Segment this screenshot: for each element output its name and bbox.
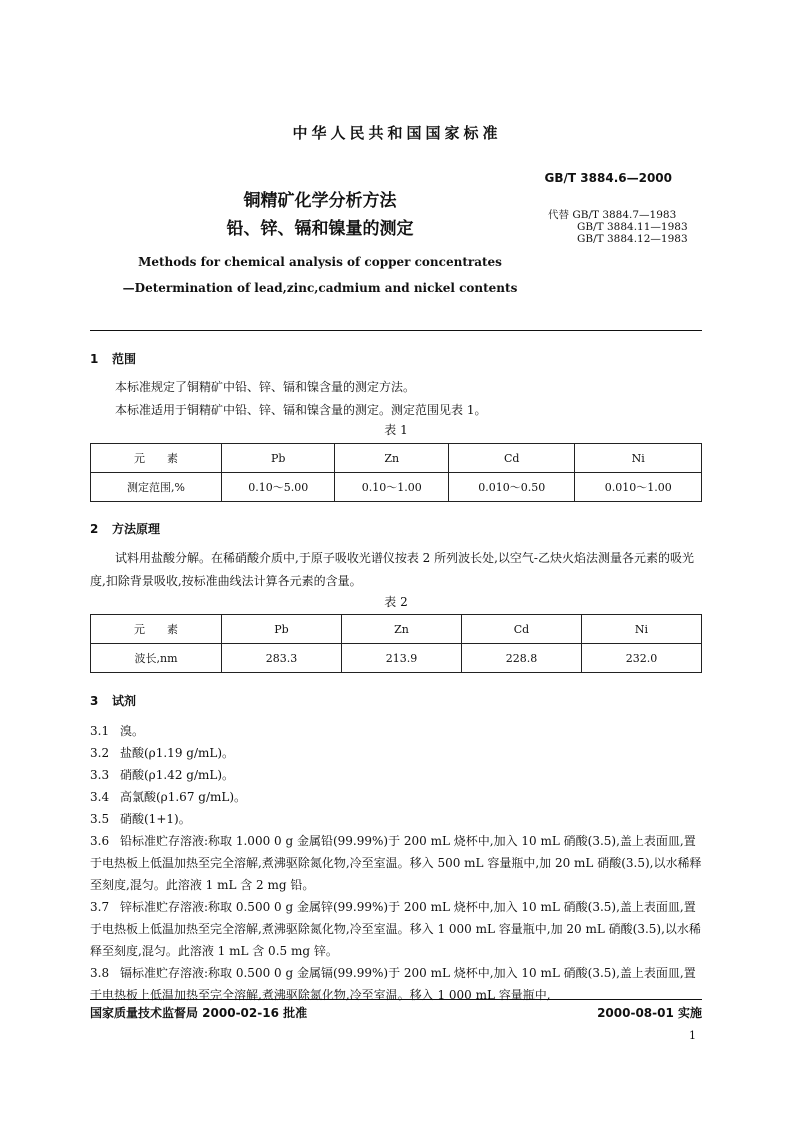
item-number: 3.6: [90, 834, 110, 848]
table-cell: Ni: [582, 615, 702, 644]
item-text: 锌标准贮存溶液:称取 0.500 0 g 金属锌(99.99%)于 200 mL 烧杯中,加入 10 mL 硝酸(3.5),盖上表面皿,置于电热板上低温加热至完全溶解,煮沸驱除氮化物,冷至室温。移入 1 000 mL 容量瓶中,加 20 mL 硝酸(3.5),以水稀释至刻度,混匀。此溶液 1 mL 含 0.5 mg 锌。: [90, 900, 701, 958]
document-title: 铜精矿化学分析方法: [243, 191, 397, 211]
english-title-line2: —Determination of lead,zinc,cadmium and nickel contents: [122, 281, 518, 295]
section-heading-reagents: [90, 692, 136, 709]
table-cell: 228.8: [462, 644, 582, 673]
table-cell: 0.010～0.50: [448, 473, 575, 502]
item-number: 3.5: [90, 812, 110, 826]
section-heading-principle: [90, 520, 160, 537]
section-number: 1: [90, 352, 99, 366]
item-number: 3.7: [90, 900, 110, 914]
section-number: 3: [90, 694, 99, 708]
table-header-row: [91, 615, 702, 644]
reagent-list: [90, 720, 702, 1006]
table-cell: Cd: [448, 444, 575, 473]
principle-text: 试料用盐酸分解。在稀硝酸介质中,于原子吸收光谱仪按表 2 所列波长处,以空气-乙炔火焰法测量各元素的吸光度,扣除背景吸收,按标准曲线法计算各元素的含量。: [90, 551, 694, 588]
list-item: [90, 808, 702, 830]
table-cell: 0.010～1.00: [575, 473, 702, 502]
item-text: 溴。: [120, 724, 145, 738]
paragraph: 本标准适用于铜精矿中铅、锌、镉和镍含量的测定。测定范围见表 1。: [115, 403, 487, 417]
english-title-line1: Methods for chemical analysis of copper concentrates: [138, 255, 502, 269]
replaces-line: GB/T 3884.12—1983: [577, 233, 688, 245]
table-cell: Pb: [222, 615, 342, 644]
table-cell: 213.9: [342, 644, 462, 673]
item-number: 3.1: [90, 724, 110, 738]
replaces-block: [548, 209, 688, 245]
item-number: 3.3: [90, 768, 110, 782]
table-cell: 0.10～1.00: [335, 473, 448, 502]
table1-caption: 表 1: [384, 423, 408, 437]
section-title: 试剂: [112, 694, 137, 708]
table-row: [91, 473, 702, 502]
table-row: [91, 644, 702, 673]
table-cell: 232.0: [582, 644, 702, 673]
table-cell: 元 素: [91, 615, 222, 644]
implementation-date: 2000-08-01 实施: [597, 1006, 702, 1020]
table-cell: Zn: [335, 444, 448, 473]
table2-caption: 表 2: [384, 595, 408, 609]
section-title: 范围: [112, 352, 137, 366]
replaces-line: GB/T 3884.11—1983: [577, 221, 688, 233]
table-cell: Zn: [342, 615, 462, 644]
item-number: 3.4: [90, 790, 110, 804]
item-text: 硝酸(1+1)。: [120, 812, 191, 826]
replaces-line: 代替 GB/T 3884.7—1983: [548, 209, 677, 221]
table-cell: 283.3: [222, 644, 342, 673]
list-item: [90, 742, 702, 764]
item-number: 3.2: [90, 746, 110, 760]
table-cell: Ni: [575, 444, 702, 473]
standard-number: GB/T 3884.6—2000: [544, 171, 672, 185]
list-item: [90, 896, 702, 962]
item-text: 硝酸(ρ1.42 g/mL)。: [120, 768, 235, 782]
table-2: [90, 614, 702, 673]
item-text: 盐酸(ρ1.19 g/mL)。: [120, 746, 235, 760]
issuing-body-title: 中华人民共和国国家标准: [292, 124, 502, 142]
item-number: 3.8: [90, 966, 110, 980]
page-number: 1: [689, 1029, 696, 1042]
item-text: 高氯酸(ρ1.67 g/mL)。: [120, 790, 247, 804]
table-header-row: [91, 444, 702, 473]
document-subtitle: 铅、锌、镉和镍量的测定: [226, 219, 414, 239]
table-cell: Cd: [462, 615, 582, 644]
table-cell: 元 素: [91, 444, 222, 473]
table-1: [90, 443, 702, 502]
section-title: 方法原理: [112, 522, 161, 536]
table-cell: 测定范围,%: [91, 473, 222, 502]
list-item: [90, 786, 702, 808]
scope-text: [90, 376, 702, 422]
header-divider: [90, 330, 702, 331]
table-cell: 0.10～5.00: [222, 473, 335, 502]
item-text: 铅标准贮存溶液:称取 1.000 0 g 金属铅(99.99%)于 200 mL 烧杯中,加入 10 mL 硝酸(3.5),盖上表面皿,置于电热板上低温加热至完全溶解,煮沸驱除氮化物,冷至室温。移入 500 mL 容量瓶中,加 20 mL 硝酸(3.5),以水稀释至刻度,混匀。此溶液 1 mL 含 2 mg 铅。: [90, 834, 702, 892]
item-text: 镉标准贮存溶液:称取 0.500 0 g 金属镉(99.99%)于 200 mL 烧杯中,加入 10 mL 硝酸(3.5),盖上表面皿,置于电热板上低温加热至完全溶解,煮沸驱除氮化物,冷至室温。移入 1 000 mL 容量瓶中,: [90, 966, 696, 1002]
table-cell: 波长,nm: [91, 644, 222, 673]
list-item: [90, 720, 702, 742]
english-title: [0, 249, 640, 301]
paragraph: 本标准规定了铜精矿中铅、锌、镉和镍含量的测定方法。: [115, 380, 416, 394]
section-number: 2: [90, 522, 99, 536]
table-cell: Pb: [222, 444, 335, 473]
section-heading-scope: [90, 350, 136, 367]
footer-divider: [90, 999, 702, 1000]
approval-info: 国家质量技术监督局 2000-02-16 批准: [90, 1006, 308, 1020]
list-item: [90, 830, 702, 896]
list-item: [90, 764, 702, 786]
